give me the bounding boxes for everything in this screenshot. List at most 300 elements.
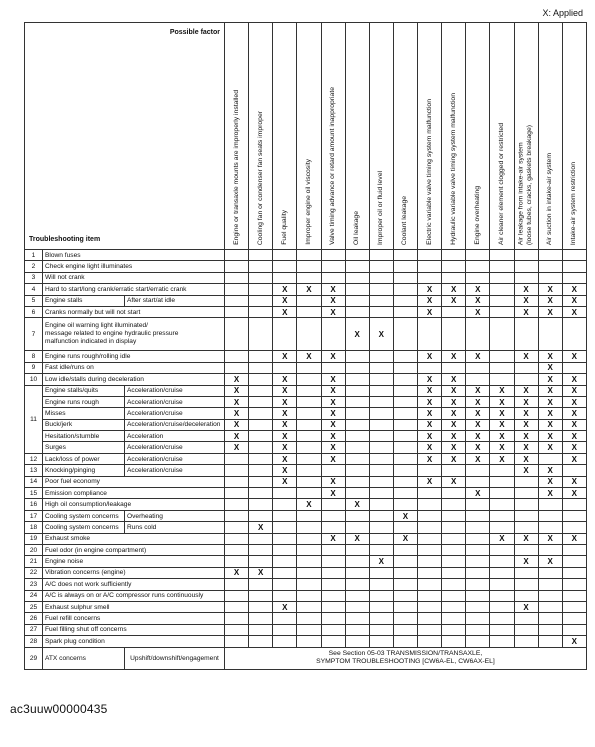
- applied-mark: X: [426, 443, 433, 453]
- applied-mark-cell: [249, 544, 273, 555]
- applied-mark-cell: [393, 533, 417, 544]
- factor-label: Air suction in intake-air system: [545, 152, 553, 245]
- applied-mark-cell: [490, 465, 514, 476]
- legend: X: Applied: [542, 8, 583, 18]
- applied-mark-cell: [225, 499, 249, 510]
- applied-mark-cell: [393, 579, 417, 590]
- applied-mark-cell: [297, 306, 321, 317]
- applied-mark: X: [330, 477, 336, 487]
- applied-mark-cell: [538, 488, 562, 499]
- applied-mark: X: [330, 454, 336, 464]
- factor-header: [418, 23, 442, 250]
- applied-mark-cell: [490, 351, 514, 362]
- applied-mark-cell: [514, 272, 538, 283]
- applied-mark: X: [378, 329, 384, 339]
- table-row: [25, 556, 587, 567]
- applied-mark-cell: [562, 385, 586, 396]
- applied-mark-cell: [225, 351, 249, 362]
- applied-mark-cell: [345, 499, 369, 510]
- applied-mark-cell: [369, 453, 393, 464]
- applied-mark: X: [451, 454, 457, 464]
- applied-mark-cell: [225, 385, 249, 396]
- applied-mark-cell: [369, 556, 393, 567]
- applied-mark: X: [571, 488, 577, 498]
- troubleshooting-table: [24, 22, 587, 670]
- table-row: [25, 613, 587, 624]
- applied-mark-cell: [369, 601, 393, 612]
- table-row: [25, 362, 587, 373]
- table-row: [25, 318, 587, 351]
- applied-mark-cell: [225, 396, 249, 407]
- applied-mark-cell: [369, 396, 393, 407]
- applied-mark-cell: [466, 510, 490, 521]
- applied-mark: X: [282, 602, 288, 612]
- applied-mark-cell: [297, 295, 321, 306]
- applied-mark-cell: [345, 284, 369, 295]
- applied-mark-cell: [393, 351, 417, 362]
- applied-mark: X: [547, 488, 553, 498]
- applied-mark-cell: [418, 556, 442, 567]
- applied-mark-cell: [297, 351, 321, 362]
- applied-mark-cell: [393, 476, 417, 487]
- applied-mark-cell: [249, 476, 273, 487]
- applied-mark-cell: [538, 408, 562, 419]
- table-row: [25, 374, 587, 385]
- applied-mark-cell: [225, 636, 249, 647]
- applied-mark-cell: [393, 567, 417, 578]
- applied-mark-cell: [442, 624, 466, 635]
- header-row: [25, 23, 587, 250]
- applied-mark-cell: [321, 636, 345, 647]
- applied-mark-cell: [369, 272, 393, 283]
- table-body: [25, 250, 587, 670]
- applied-mark: X: [282, 397, 288, 407]
- applied-mark-cell: [369, 510, 393, 521]
- applied-mark-cell: [345, 567, 369, 578]
- applied-mark-cell: [297, 396, 321, 407]
- applied-mark-cell: [249, 318, 273, 351]
- factor-label: Engine or transaxle mounts are improperly installed: [232, 90, 240, 245]
- applied-mark-cell: [297, 579, 321, 590]
- applied-mark: X: [282, 443, 288, 453]
- applied-mark-cell: [562, 306, 586, 317]
- applied-mark-cell: [490, 306, 514, 317]
- table-row: [25, 431, 587, 442]
- applied-mark-cell: [538, 272, 562, 283]
- table-row: [25, 306, 587, 317]
- applied-mark-cell: [345, 590, 369, 601]
- applied-mark-cell: [273, 624, 297, 635]
- applied-mark: X: [233, 443, 240, 453]
- applied-mark-cell: [490, 510, 514, 521]
- factor-label: Intake-air system restriction: [570, 161, 578, 245]
- item-label: Exhaust sulphur smell: [43, 601, 225, 612]
- applied-mark-cell: [249, 442, 273, 453]
- applied-mark-cell: [418, 362, 442, 373]
- applied-mark: X: [547, 397, 553, 407]
- item-label: Exhaust smoke: [43, 533, 225, 544]
- applied-mark-cell: [249, 624, 273, 635]
- applied-mark-cell: [442, 250, 466, 261]
- factor-header: [345, 23, 369, 250]
- applied-mark-cell: [442, 556, 466, 567]
- applied-mark-cell: [442, 396, 466, 407]
- applied-mark-cell: [273, 261, 297, 272]
- applied-mark-cell: [369, 624, 393, 635]
- applied-mark-cell: [514, 510, 538, 521]
- applied-mark-cell: [297, 250, 321, 261]
- applied-mark-cell: [442, 590, 466, 601]
- applied-mark-cell: [321, 522, 345, 533]
- applied-mark-cell: [490, 453, 514, 464]
- applied-mark-cell: [418, 408, 442, 419]
- applied-mark-cell: [393, 419, 417, 430]
- applied-mark: X: [475, 284, 481, 294]
- applied-mark-cell: [514, 385, 538, 396]
- applied-mark-cell: [442, 431, 466, 442]
- applied-mark: X: [571, 443, 577, 453]
- table-row: [25, 284, 587, 295]
- applied-mark-cell: [466, 284, 490, 295]
- applied-mark-cell: [249, 351, 273, 362]
- applied-mark-cell: [345, 613, 369, 624]
- applied-mark-cell: [273, 362, 297, 373]
- applied-mark-cell: [562, 284, 586, 295]
- applied-mark-cell: [249, 453, 273, 464]
- applied-mark-cell: [225, 510, 249, 521]
- row-number: 28: [25, 636, 43, 647]
- applied-mark-cell: [514, 284, 538, 295]
- row-number: 8: [25, 351, 43, 362]
- item-label: High oil consumption/leakage: [43, 499, 225, 510]
- applied-mark: X: [523, 454, 529, 464]
- applied-mark-cell: [369, 318, 393, 351]
- applied-mark-cell: [393, 488, 417, 499]
- applied-mark-cell: [273, 419, 297, 430]
- applied-mark-cell: [490, 408, 514, 419]
- item-label: Misses: [43, 408, 125, 419]
- applied-mark-cell: [225, 408, 249, 419]
- applied-mark: X: [571, 374, 577, 384]
- applied-mark-cell: [321, 510, 345, 521]
- applied-mark-cell: [442, 579, 466, 590]
- applied-mark: X: [571, 431, 577, 441]
- applied-mark-cell: [345, 272, 369, 283]
- row-number: 29: [25, 647, 43, 669]
- table-row: [25, 250, 587, 261]
- table-row: [25, 408, 587, 419]
- item-condition: Upshift/downshift/engagement: [125, 647, 225, 669]
- applied-mark-cell: [393, 636, 417, 647]
- applied-mark: X: [233, 408, 240, 418]
- applied-mark: X: [523, 557, 529, 567]
- applied-mark-cell: [393, 544, 417, 555]
- applied-mark: X: [426, 307, 433, 317]
- applied-mark-cell: [466, 396, 490, 407]
- applied-mark-cell: [442, 510, 466, 521]
- applied-mark: X: [523, 386, 529, 396]
- applied-mark: X: [571, 454, 577, 464]
- applied-mark-cell: [297, 374, 321, 385]
- applied-mark: X: [571, 307, 577, 317]
- applied-mark-cell: [345, 465, 369, 476]
- applied-mark-cell: [393, 499, 417, 510]
- applied-mark-cell: [297, 272, 321, 283]
- applied-mark-cell: [225, 556, 249, 567]
- factor-label: Engine overheating: [473, 186, 481, 245]
- applied-mark-cell: [466, 318, 490, 351]
- applied-mark-cell: [393, 556, 417, 567]
- applied-mark-cell: [249, 601, 273, 612]
- factor-label: Improper oil or fluid level: [377, 170, 385, 245]
- row-number: 10: [25, 374, 43, 385]
- applied-mark-cell: [442, 499, 466, 510]
- applied-mark: X: [475, 454, 481, 464]
- applied-mark-cell: [538, 362, 562, 373]
- applied-mark: X: [475, 352, 481, 362]
- applied-mark-cell: [321, 362, 345, 373]
- applied-mark-cell: [418, 624, 442, 635]
- applied-mark: X: [547, 374, 553, 384]
- applied-mark-cell: [514, 567, 538, 578]
- applied-mark-cell: [369, 385, 393, 396]
- applied-mark-cell: [393, 601, 417, 612]
- applied-mark-cell: [466, 613, 490, 624]
- row-number: 6: [25, 306, 43, 317]
- applied-mark-cell: [562, 488, 586, 499]
- applied-mark-cell: [249, 636, 273, 647]
- applied-mark-cell: [393, 362, 417, 373]
- applied-mark-cell: [225, 362, 249, 373]
- applied-mark-cell: [369, 488, 393, 499]
- applied-mark: X: [233, 431, 240, 441]
- applied-mark: X: [306, 352, 312, 362]
- applied-mark: X: [523, 307, 529, 317]
- applied-mark: X: [499, 431, 505, 441]
- applied-mark-cell: [225, 579, 249, 590]
- applied-mark-cell: [273, 442, 297, 453]
- applied-mark-cell: [442, 284, 466, 295]
- applied-mark-cell: [225, 453, 249, 464]
- row-number: 3: [25, 272, 43, 283]
- item-label: A/C does not work sufficiently: [43, 579, 225, 590]
- applied-mark-cell: [225, 419, 249, 430]
- applied-mark-cell: [225, 476, 249, 487]
- row-number: 27: [25, 624, 43, 635]
- applied-mark: X: [523, 352, 529, 362]
- applied-mark-cell: [369, 567, 393, 578]
- applied-mark: X: [571, 636, 577, 646]
- applied-mark-cell: [345, 431, 369, 442]
- applied-mark-cell: [442, 362, 466, 373]
- applied-mark-cell: [369, 499, 393, 510]
- applied-mark-cell: [466, 351, 490, 362]
- applied-mark-cell: [466, 522, 490, 533]
- applied-mark: X: [523, 420, 529, 430]
- row-number: 15: [25, 488, 43, 499]
- applied-mark-cell: [538, 544, 562, 555]
- factor-header: [514, 23, 538, 250]
- applied-mark-cell: [273, 590, 297, 601]
- applied-mark: X: [475, 431, 481, 441]
- applied-mark: X: [306, 284, 312, 294]
- applied-mark-cell: [466, 624, 490, 635]
- factor-header: [490, 23, 514, 250]
- applied-mark-cell: [466, 385, 490, 396]
- row-number: 20: [25, 544, 43, 555]
- applied-mark: X: [571, 386, 577, 396]
- applied-mark-cell: [562, 590, 586, 601]
- applied-mark-cell: [393, 431, 417, 442]
- applied-mark: X: [426, 420, 433, 430]
- applied-mark-cell: [225, 465, 249, 476]
- table-row: [25, 419, 587, 430]
- applied-mark-cell: [418, 613, 442, 624]
- applied-mark: X: [233, 386, 240, 396]
- applied-mark-cell: [442, 544, 466, 555]
- row-number: 5: [25, 295, 43, 306]
- applied-mark-cell: [442, 476, 466, 487]
- applied-mark-cell: [249, 396, 273, 407]
- applied-mark: X: [475, 296, 481, 306]
- applied-mark-cell: [514, 499, 538, 510]
- applied-mark-cell: [466, 533, 490, 544]
- applied-mark: X: [282, 296, 288, 306]
- applied-mark-cell: [345, 306, 369, 317]
- applied-mark-cell: [418, 465, 442, 476]
- applied-mark-cell: [442, 613, 466, 624]
- applied-mark-cell: [490, 284, 514, 295]
- applied-mark: X: [282, 420, 288, 430]
- applied-mark: X: [426, 408, 433, 418]
- table-row: [25, 465, 587, 476]
- applied-mark-cell: [393, 284, 417, 295]
- applied-mark-cell: [225, 442, 249, 453]
- applied-mark-cell: [249, 590, 273, 601]
- applied-mark-cell: [466, 306, 490, 317]
- applied-mark-cell: [490, 533, 514, 544]
- applied-mark-cell: [418, 636, 442, 647]
- applied-mark-cell: [466, 544, 490, 555]
- applied-mark: X: [451, 397, 457, 407]
- item-condition: Acceleration/cruise: [125, 465, 225, 476]
- applied-mark-cell: [345, 476, 369, 487]
- row-number: 25: [25, 601, 43, 612]
- applied-mark-cell: [466, 590, 490, 601]
- applied-mark-cell: [466, 476, 490, 487]
- applied-mark-cell: [345, 351, 369, 362]
- applied-mark-cell: [490, 601, 514, 612]
- table-row: [25, 476, 587, 487]
- applied-mark-cell: [369, 408, 393, 419]
- factor-header: [297, 23, 321, 250]
- applied-mark-cell: [538, 284, 562, 295]
- factor-header: [562, 23, 586, 250]
- applied-mark-cell: [418, 544, 442, 555]
- item-label: Hesitation/stumble: [43, 431, 125, 442]
- applied-mark: X: [282, 374, 288, 384]
- applied-mark-cell: [442, 306, 466, 317]
- applied-mark-cell: [442, 408, 466, 419]
- applied-mark: X: [330, 284, 336, 294]
- applied-mark-cell: [538, 374, 562, 385]
- applied-mark: X: [451, 420, 457, 430]
- item-label: A/C is always on or A/C compressor runs continuously: [43, 590, 225, 601]
- item-condition: Runs cold: [125, 522, 225, 533]
- applied-mark-cell: [249, 510, 273, 521]
- applied-mark-cell: [418, 419, 442, 430]
- applied-mark: X: [330, 352, 336, 362]
- item-label: Blown fuses: [43, 250, 225, 261]
- applied-mark-cell: [393, 250, 417, 261]
- applied-mark-cell: [418, 396, 442, 407]
- applied-mark-cell: [538, 351, 562, 362]
- row-number: 11: [25, 385, 43, 453]
- applied-mark-cell: [490, 261, 514, 272]
- applied-mark-cell: [562, 556, 586, 567]
- applied-mark-cell: [562, 579, 586, 590]
- applied-mark-cell: [273, 533, 297, 544]
- applied-mark-cell: [273, 579, 297, 590]
- item-label: Engine runs rough: [43, 396, 125, 407]
- applied-mark: X: [451, 284, 457, 294]
- item-label: Fuel odor (in engine compartment): [43, 544, 225, 555]
- applied-mark-cell: [490, 579, 514, 590]
- row-number: 4: [25, 284, 43, 295]
- applied-mark-cell: [393, 442, 417, 453]
- applied-mark-cell: [249, 613, 273, 624]
- applied-mark-cell: [321, 488, 345, 499]
- applied-mark-cell: [442, 465, 466, 476]
- applied-mark-cell: [442, 636, 466, 647]
- applied-mark-cell: [321, 556, 345, 567]
- applied-mark-cell: [466, 362, 490, 373]
- applied-mark-cell: [225, 624, 249, 635]
- applied-mark-cell: [538, 499, 562, 510]
- applied-mark: X: [499, 443, 505, 453]
- applied-mark: X: [451, 374, 457, 384]
- applied-mark: X: [571, 408, 577, 418]
- applied-mark: X: [571, 534, 577, 544]
- item-condition: Acceleration/cruise: [125, 408, 225, 419]
- table-row: [25, 522, 587, 533]
- applied-mark-cell: [562, 601, 586, 612]
- applied-mark-cell: [321, 453, 345, 464]
- applied-mark-cell: [297, 453, 321, 464]
- factor-header: [321, 23, 345, 250]
- item-label: Engine noise: [43, 556, 225, 567]
- applied-mark-cell: [345, 579, 369, 590]
- factor-header: [273, 23, 297, 250]
- applied-mark-cell: [249, 295, 273, 306]
- applied-mark: X: [330, 443, 336, 453]
- applied-mark-cell: [321, 408, 345, 419]
- applied-mark-cell: [249, 374, 273, 385]
- table-row: [25, 624, 587, 635]
- applied-mark: X: [330, 488, 336, 498]
- applied-mark: X: [523, 443, 529, 453]
- applied-mark: X: [426, 296, 433, 306]
- row-number: 2: [25, 261, 43, 272]
- applied-mark-cell: [490, 522, 514, 533]
- item-label: Fuel refill concerns: [43, 613, 225, 624]
- applied-mark-cell: [369, 374, 393, 385]
- applied-mark: X: [571, 284, 577, 294]
- applied-mark-cell: [514, 488, 538, 499]
- applied-mark-cell: [249, 362, 273, 373]
- item-label: Vibration concerns (engine): [43, 567, 225, 578]
- applied-mark-cell: [466, 272, 490, 283]
